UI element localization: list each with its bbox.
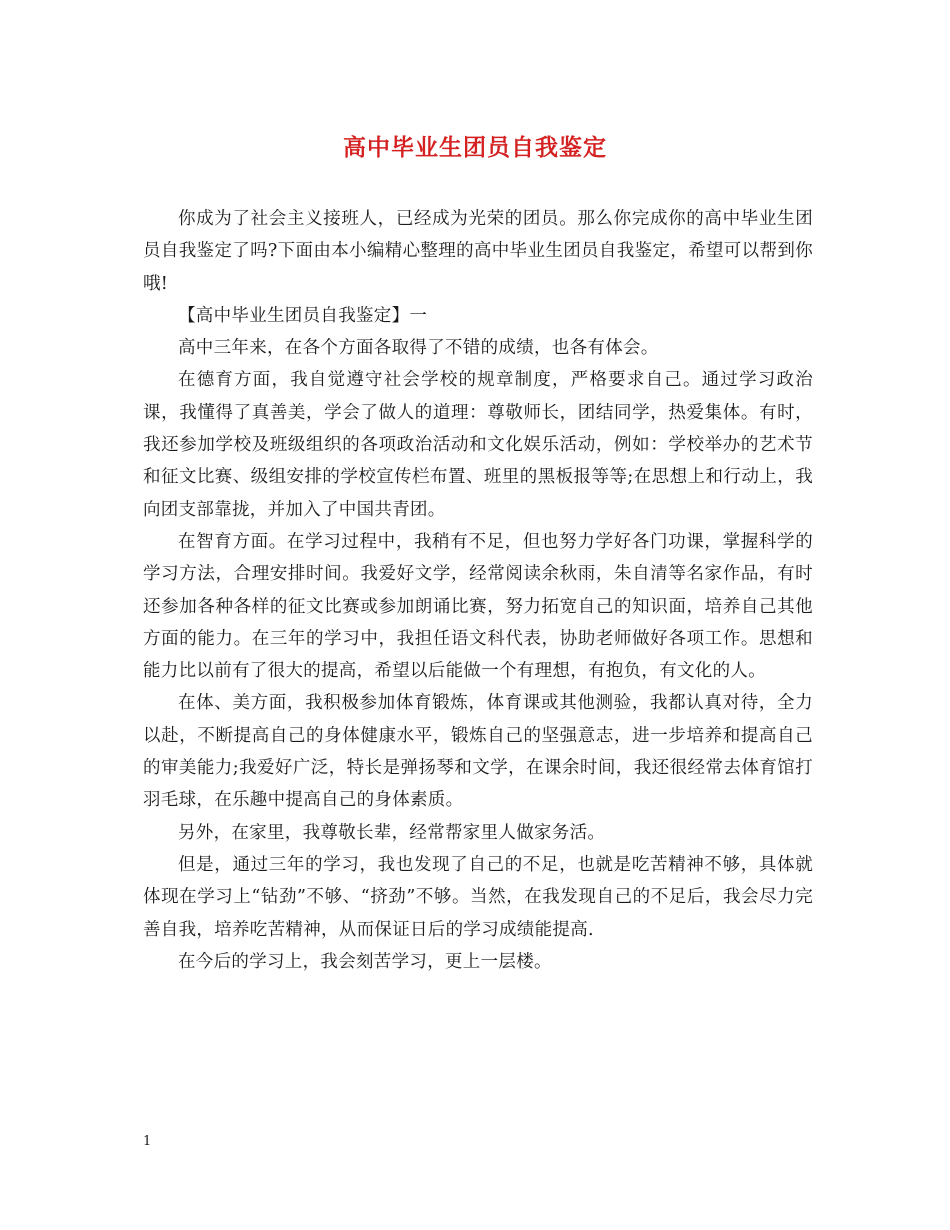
document-title: 高中毕业生团员自我鉴定 [343,134,607,161]
paragraph-future: 在今后的学习上，我会刻苦学习，更上一层楼。 [178,951,552,972]
page-number: 1 [143,1134,152,1149]
paragraph-intellectual-education: 在智育方面。在学习过程中，我稍有不足，但也努力学好各门功课，掌握科学的学习方法，合理安排时间。我爱好文学，经常阅读余秋雨，朱自清等名家作品，有时还参加各种各样的征文比赛或参加朗诵比赛，努力拓宽自己的知识面，培养自己其他方面的能力。在三年的学习中，我担任语文科代表，协助老师做好各项工作。思想和能力比以前有了很大的提高，希望以后能做一个有理想，有抱负，有文化的人。 [143,531,813,682]
paragraph-home: 另外，在家里，我尊敬长辈，经常帮家里人做家务活。 [178,822,606,843]
paragraph-shortcomings: 但是，通过三年的学习，我也发现了自己的不足，也就是吃苦精神不够，具体就体现在学习上“钻劲”不够、“挤劲”不够。当然，在我发现自己的不足后，我会尽力完善自我，培养吃苦精神，从而保证日后的学习成绩能提高. [143,854,813,940]
paragraph-moral-education: 在德育方面，我自觉遵守社会学校的规章制度，严格要求自己。通过学习政治课，我懂得了真善美，学会了做人的道理：尊敬师长，团结同学，热爱集体。有时，我还参加学校及班级组织的各项政治活动和文化娱乐活动，例如：学校举办的艺术节和征文比赛、级组安排的学校宣传栏布置、班里的黑板报等等;在思想上和行动上，我向团支部靠拢，并加入了中国共青团。 [143,370,813,520]
paragraph-intro: 你成为了社会主义接班人，已经成为光荣的团员。那么你完成你的高中毕业生团员自我鉴定了吗?下面由本小编精心整理的高中毕业生团员自我鉴定，希望可以帮到你哦! [143,209,813,294]
paragraph-overview: 高中三年来，在各个方面各取得了不错的成绩，也各有体会。 [178,338,659,359]
document-body [143,203,813,978]
section-heading: 【高中毕业生团员自我鉴定】一 [178,305,428,326]
paragraph-physical-aesthetic: 在体、美方面，我积极参加体育锻炼，体育课或其他测验，我都认真对待，全力以赴，不断提高自己的身体健康水平，锻炼自己的坚强意志，进一步培养和提高自己的审美能力;我爱好广泛，特长是弹扬琴和文学，在课余时间，我还很经常去体育馆打羽毛球，在乐趣中提高自己的身体素质。 [143,693,813,811]
